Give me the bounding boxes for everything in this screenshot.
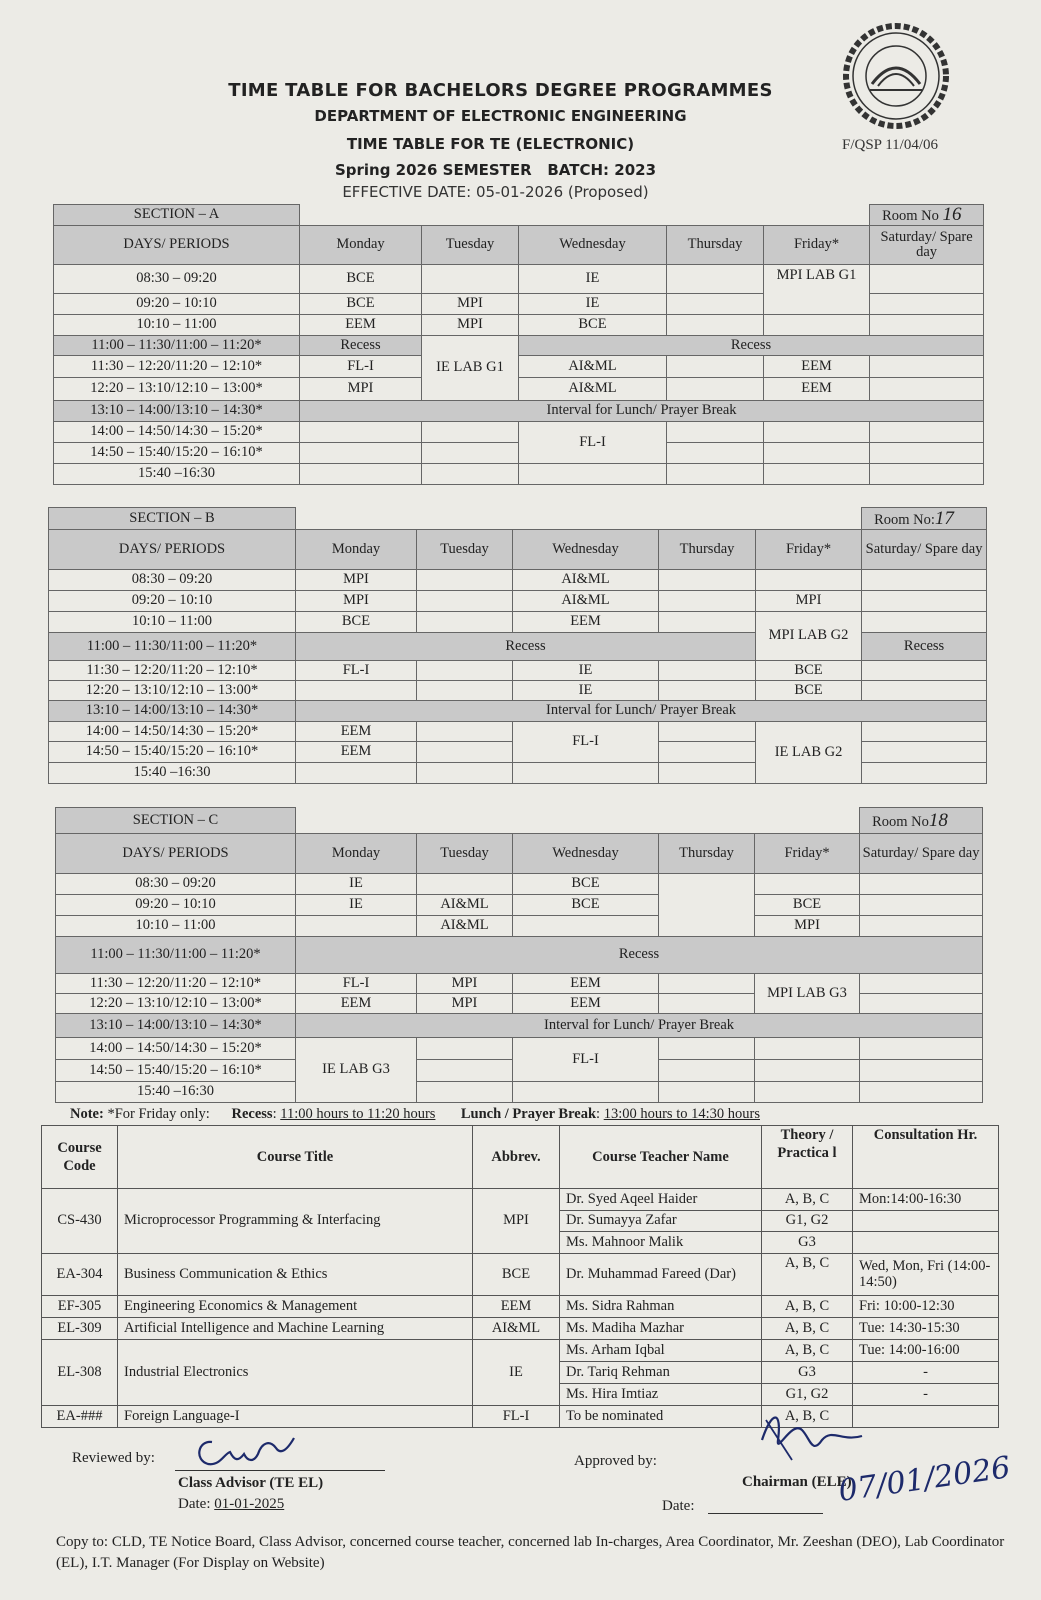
header-course-title: Course Title [118,1126,473,1189]
class-cell: AI&ML [519,378,667,401]
recess-cell: Recess [862,633,987,661]
section-b-timetable [48,507,987,784]
period-cell: 12:20 – 13:10/12:10 – 13:00* [54,378,300,401]
class-cell: MPI [417,974,513,994]
period-cell: 15:40 –16:30 [54,464,300,485]
header-theory-practical: Theory / Practica l [762,1126,853,1189]
period-cell: 14:00 – 14:50/14:30 – 15:20* [54,422,300,443]
class-cell: MPI [422,315,519,336]
teacher-sections: G1, G2 [762,1211,853,1232]
course-code: EF-305 [42,1296,118,1318]
teacher-sections: A, B, C [762,1406,853,1428]
header-thursday: Thursday [667,226,764,265]
header-thursday: Thursday [659,834,755,874]
recess-cell: Recess [296,937,983,974]
course-table [41,1125,999,1428]
lab-cell: MPI LAB G2 [756,612,862,661]
period-cell: 14:00 – 14:50/14:30 – 15:20* [56,1038,296,1060]
teacher-sections: A, B, C [762,1254,853,1296]
header-monday: Monday [296,530,417,570]
teacher-name: Dr. Muhammad Fareed (Dar) [560,1254,762,1296]
class-cell: AI&ML [519,356,667,378]
class-cell: BCE [756,661,862,681]
teacher-sections: A, B, C [762,1340,853,1362]
class-cell: BCE [756,681,862,701]
section-a-timetable [53,204,984,485]
lab-cell: MPI LAB G1 [764,265,870,315]
class-cell: BCE [300,265,422,294]
class-cell: AI&ML [417,916,513,937]
class-cell: EEM [513,974,659,994]
class-cell: AI&ML [417,895,513,916]
teacher-name: Dr. Tariq Rehman [560,1362,762,1384]
course-abbrev: FL-I [473,1406,560,1428]
period-cell: 15:40 –16:30 [56,1082,296,1103]
course-abbrev: AI&ML [473,1318,560,1340]
period-cell: 11:30 – 12:20/11:20 – 12:10* [56,974,296,994]
class-cell: BCE [513,895,659,916]
class-cell: FL-I [296,974,417,994]
teacher-name: Dr. Syed Aqeel Haider [560,1189,762,1211]
header-days-periods: DAYS/ PERIODS [56,834,296,874]
recess-cell: Recess [300,336,422,356]
header-friday: Friday* [764,226,870,265]
course-title: Industrial Electronics [118,1340,473,1406]
period-cell: 15:40 –16:30 [49,763,296,784]
course-code: EL-309 [42,1318,118,1340]
consultation-hours: Wed, Mon, Fri (14:00-14:50) [853,1254,999,1296]
header-saturday: Saturday/ Spare day [870,226,984,265]
period-cell: 13:10 – 14:00/13:10 – 14:30* [49,701,296,722]
header-tuesday: Tuesday [417,530,513,570]
lab-cell: IE LAB G3 [296,1038,417,1103]
class-cell: AI&ML [513,570,659,591]
class-advisor: Class Advisor (TE EL) [178,1475,324,1491]
period-cell: 10:10 – 11:00 [56,916,296,937]
teacher-sections: G1, G2 [762,1384,853,1406]
period-cell: 13:10 – 14:00/13:10 – 14:30* [56,1014,296,1038]
class-cell: IE [519,294,667,315]
period-cell: 14:00 – 14:50/14:30 – 15:20* [49,722,296,742]
period-cell: 11:00 – 11:30/11:00 – 11:20* [49,633,296,661]
header-wednesday: Wednesday [513,530,659,570]
period-cell: 10:10 – 11:00 [54,315,300,336]
consultation-hours: - [853,1384,999,1406]
teacher-sections: A, B, C [762,1318,853,1340]
class-cell: BCE [513,874,659,895]
period-cell: 11:30 – 12:20/11:20 – 12:10* [49,661,296,681]
consultation-hours: Fri: 10:00-12:30 [853,1296,999,1318]
chairman-signature-icon [752,1400,872,1470]
class-cell: EEM [513,612,659,633]
header-abbrev: Abbrev. [473,1126,560,1189]
period-cell: 09:20 – 10:10 [56,895,296,916]
header-friday: Friday* [755,834,860,874]
lunch-cell: Interval for Lunch/ Prayer Break [296,1014,983,1038]
period-cell: 10:10 – 11:00 [49,612,296,633]
consultation-hours: Tue: 14:30-15:30 [853,1318,999,1340]
class-cell: BCE [296,612,417,633]
class-cell: EEM [296,742,417,763]
semester-batch: Spring 2026 SEMESTER BATCH: 2023 [334,161,657,179]
consultation-hours: Mon:14:00-16:30 [853,1189,999,1211]
class-cell: AI&ML [513,591,659,612]
class-cell: EEM [296,722,417,742]
effective-date: EFFECTIVE DATE: 05-01-2026 (Proposed) [342,183,649,201]
teacher-sections: G3 [762,1232,853,1254]
course-abbrev: MPI [473,1189,560,1254]
recess-cell: Recess [519,336,984,356]
period-cell: 08:30 – 09:20 [49,570,296,591]
header-consultation: Consultation Hr. [853,1126,999,1189]
period-cell: 11:00 – 11:30/11:00 – 11:20* [54,336,300,356]
course-code: EA-### [42,1406,118,1428]
advisor-signature-icon [190,1432,300,1472]
class-cell: IE [296,874,417,895]
course-title: Artificial Intelligence and Machine Learning [118,1318,473,1340]
lunch-cell: Interval for Lunch/ Prayer Break [300,401,984,422]
class-cell: IE [296,895,417,916]
header-friday: Friday* [756,530,862,570]
header-saturday: Saturday/ Spare day [862,530,987,570]
section-c-timetable [55,807,983,1103]
chairman: Chairman (ELE) [742,1474,852,1490]
advisor-signature-line [175,1470,385,1471]
course-title: Microprocessor Programming & Interfacing [118,1189,473,1254]
course-code: EA-304 [42,1254,118,1296]
course-code: CS-430 [42,1189,118,1254]
teacher-name: Ms. Mahnoor Malik [560,1232,762,1254]
class-cell: MPI [417,994,513,1014]
lunch-cell: Interval for Lunch/ Prayer Break [296,701,987,722]
header-saturday: Saturday/ Spare day [860,834,983,874]
course-code: EL-308 [42,1340,118,1406]
class-cell: MPI [755,916,860,937]
class-cell: IE [519,265,667,294]
class-cell: FL-I [519,422,667,464]
class-cell: EEM [300,315,422,336]
teacher-name: Dr. Sumayya Zafar [560,1211,762,1232]
document-title: TIME TABLE FOR BACHELORS DEGREE PROGRAMMES [228,80,773,101]
teacher-name: Ms. Hira Imtiaz [560,1384,762,1406]
header-thursday: Thursday [659,530,756,570]
program-name: TIME TABLE FOR TE (ELECTRONIC) [346,135,635,153]
period-cell: 09:20 – 10:10 [54,294,300,315]
approval-date-label: Date: [662,1498,695,1514]
course-title: Foreign Language-I [118,1406,473,1428]
advisor-date: Date: 01-01-2025 [178,1496,285,1512]
reviewed-by-label: Reviewed by: [72,1450,155,1466]
teacher-sections: A, B, C [762,1189,853,1211]
teacher-name: To be nominated [560,1406,762,1428]
header-days-periods: DAYS/ PERIODS [54,226,300,265]
room-number: Room No18 [860,808,983,834]
header-course-code: Course Code [42,1126,118,1189]
class-cell: IE [513,661,659,681]
class-cell: BCE [755,895,860,916]
teacher-name: Ms. Arham Iqbal [560,1340,762,1362]
handwritten-date: 07/01/2026 [836,1450,1013,1509]
class-cell: EEM [513,994,659,1014]
period-cell: 08:30 – 09:20 [56,874,296,895]
header-monday: Monday [296,834,417,874]
department-name: DEPARTMENT OF ELECTRONIC ENGINEERING [314,107,687,125]
course-abbrev: IE [473,1340,560,1406]
class-cell: FL-I [300,356,422,378]
class-cell: EEM [764,378,870,401]
header-tuesday: Tuesday [417,834,513,874]
class-cell: FL-I [296,661,417,681]
class-cell: BCE [519,315,667,336]
course-abbrev: BCE [473,1254,560,1296]
header-days-periods: DAYS/ PERIODS [49,530,296,570]
class-cell: FL-I [513,1038,659,1082]
section-title: SECTION – A [54,205,300,226]
recess-cell: Recess [296,633,756,661]
header-monday: Monday [300,226,422,265]
friday-note: Note: *For Friday only: Recess: 11:00 hours to 11:20 hours Lunch / Prayer Break: 13:00 hours to 14:30 hours [70,1106,760,1122]
room-number: Room No 16 [870,205,984,226]
lab-cell: IE LAB G1 [422,336,519,401]
class-cell: EEM [296,994,417,1014]
copy-to: Copy to: CLD, TE Notice Board, Class Advisor, concerned course teacher, concerned lab In-charges, Area Coordinator, Mr. Zeeshan (DEO), Lab Coordinator (EL), I.T. Manager (For Display on Website) [56,1534,1005,1571]
class-cell: FL-I [513,722,659,763]
period-cell: 12:20 – 13:10/12:10 – 13:00* [56,994,296,1014]
form-code: F/QSP 11/04/06 [842,137,938,153]
class-cell: MPI [296,570,417,591]
teacher-name: Ms. Sidra Rahman [560,1296,762,1318]
period-cell: 11:00 – 11:30/11:00 – 11:20* [56,937,296,974]
period-cell: 14:50 – 15:40/15:20 – 16:10* [49,742,296,763]
header-teacher: Course Teacher Name [560,1126,762,1189]
period-cell: 14:50 – 15:40/15:20 – 16:10* [56,1060,296,1082]
teacher-sections: G3 [762,1362,853,1384]
header-wednesday: Wednesday [519,226,667,265]
section-title: SECTION – C [56,808,296,834]
room-number: Room No:17 [862,508,987,530]
teacher-name: Ms. Madiha Mazhar [560,1318,762,1340]
approval-date-line [708,1513,823,1514]
university-seal-icon [840,20,952,132]
class-cell: MPI [756,591,862,612]
class-cell: MPI [300,378,422,401]
teacher-sections: A, B, C [762,1296,853,1318]
approved-by-label: Approved by: [574,1453,657,1469]
section-title: SECTION – B [49,508,296,530]
class-cell: EEM [764,356,870,378]
class-cell: MPI [296,591,417,612]
class-cell: MPI [422,294,519,315]
header-wednesday: Wednesday [513,834,659,874]
period-cell: 14:50 – 15:40/15:20 – 16:10* [54,443,300,464]
period-cell: 09:20 – 10:10 [49,591,296,612]
lab-cell: IE LAB G2 [756,722,862,784]
consultation-hours: - [853,1362,999,1384]
period-cell: 08:30 – 09:20 [54,265,300,294]
header-tuesday: Tuesday [422,226,519,265]
course-abbrev: EEM [473,1296,560,1318]
class-cell: IE [513,681,659,701]
period-cell: 11:30 – 12:20/11:20 – 12:10* [54,356,300,378]
consultation-hours: Tue: 14:00-16:00 [853,1340,999,1362]
course-title: Business Communication & Ethics [118,1254,473,1296]
lab-cell: MPI LAB G3 [755,974,860,1014]
course-title: Engineering Economics & Management [118,1296,473,1318]
period-cell: 13:10 – 14:00/13:10 – 14:30* [54,401,300,422]
period-cell: 12:20 – 13:10/12:10 – 13:00* [49,681,296,701]
class-cell: BCE [300,294,422,315]
